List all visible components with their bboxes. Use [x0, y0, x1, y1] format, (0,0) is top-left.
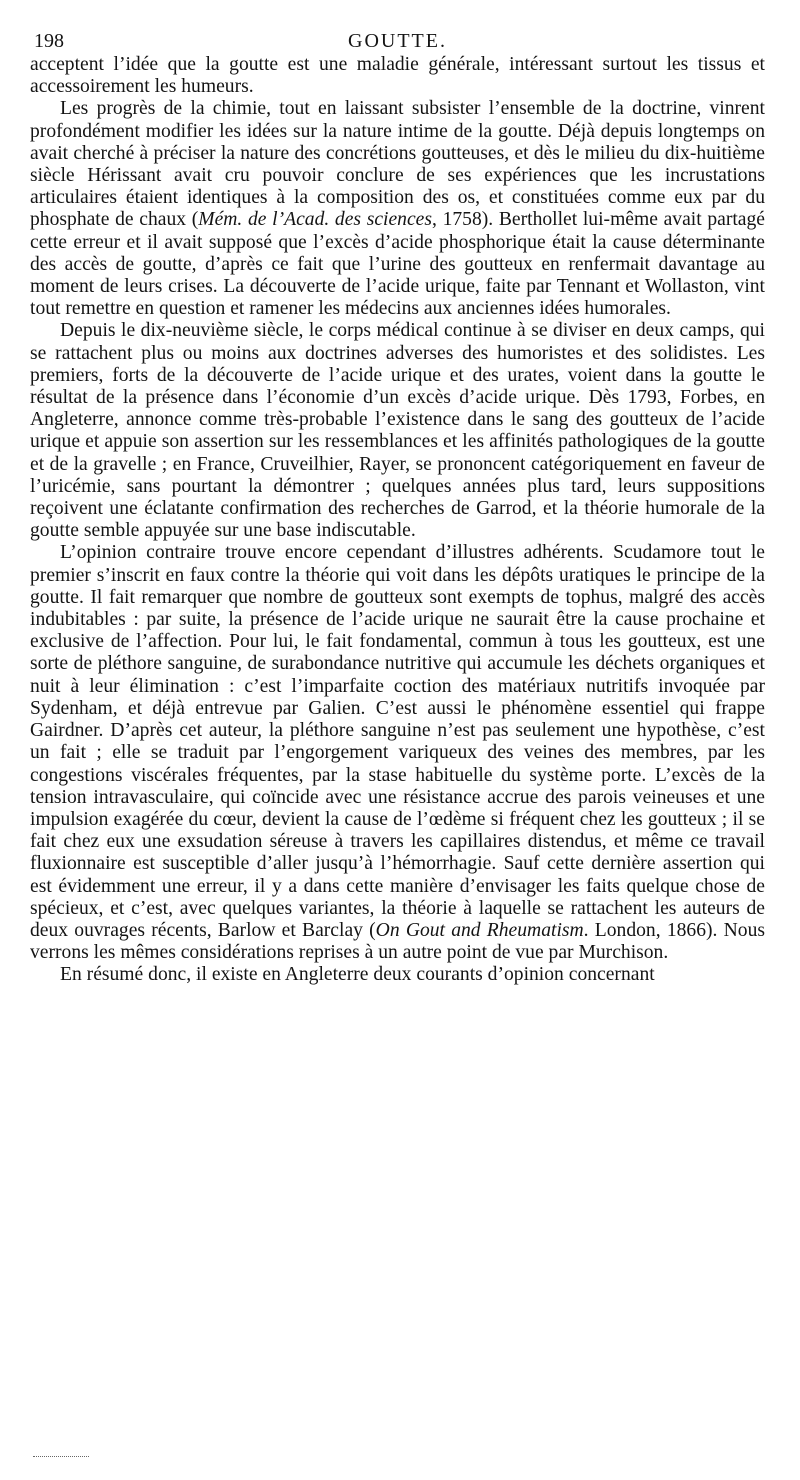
paragraph-text: Depuis le dix-neuvième siècle, le corps médical continue à se diviser en deux camps, qui se rattachent plus ou moins aux doctrines adverses des humoristes et des solidistes. Les premiers, forts de la découverte de l’acide urique et des urates, voient dans la goutte le résultat de la présence dans l’économie d’un excès d’acide urique. Dès 1793, Forbes, en Angleterre, annonce comme très-probable l’existence dans le sang des goutteux de l’acide urique et appuie son assertion sur les ressemblances et les affinités pathologiques de la goutte et de la gravelle ; en France, Cruveilhier, Rayer, se prononcent catégoriquement en faveur de l’uricémie, sans pourtant la démontrer ; quelques années plus tard, leurs suppositions reçoivent une éclatante confirmation des recherches de Garrod, et la théorie humorale de la goutte semble appuyée sur une base indiscutable.	[30, 320, 765, 542]
citation-italic: Mém. de l’Acad. des sciences	[198, 209, 432, 231]
document-page	[30, 22, 765, 987]
paragraph-text: L’opinion contraire trouve encore cependant d’illustres adhérents. Scudamore tout le premier s’inscrit en faux contre la théorie qui voit dans les dépôts uratiques le principe de la goutte. Il fait remarquer que nombre de goutteux sont exempts de tophus, malgré des accès indubitables : par suite, la présence de l’acide urique ne saurait être la cause prochaine et exclusive de l’affection. Pour lui, le fait fondamental, commun à tous les goutteux, est une sorte de pléthore sanguine, de surabondance nutritive qui accumule les déchets organiques et nuit à leur élimination : c’est l’imparfaite coction des matériaux nutritifs invoquée par Sydenham, et déjà entrevue par Galien. C’est aussi le phénomène essentiel qui frappe Gairdner. D’après cet auteur, la pléthore sanguine n’est pas seulement une hypothèse, c’est un fait ; elle se traduit par l’engorgement variqueux des veines des membres, par les congestions viscérales fréquentes, par la stase habituelle du système porte. L’excès de la tension intravasculaire, qui coïncide avec une résistance accrue des parois veineuses et une impulsion exagérée du cœur, devient la cause de l’œdème si fréquent chez les goutteux ; il se fait chez eux une exsudation séreuse à travers les capillaires distendus, et même ce travail fluxionnaire est susceptible d’aller jusqu’à l’hémorrhagie. Sauf cette dernière assertion qui est évidemment une erreur, il y a dans cette manière d’envisager les faits quelque chose de spécieux, et c’est, avec quelques variantes, la théorie à laquelle se rattachent les auteurs de deux ouvrages récents, Barlow et Barclay (	[30, 542, 765, 941]
paragraph-text: acceptent l’idée que la goutte est une maladie générale, intéressant surtout les tissus et accessoirement les humeurs.	[30, 54, 765, 98]
citation-italic: On Gout and Rheumatism	[375, 919, 584, 941]
footer-rule	[33, 1456, 89, 1457]
paragraph-text: . London, 1866). Nous verrons les mêmes considérations reprises à un autre point de vue par Murchison.	[30, 919, 765, 964]
paragraph	[30, 54, 765, 98]
paragraph-text: , 1758). Berthollet lui-même avait partagé cette erreur et il avait supposé que l’excès d’acide phosphorique était la cause déterminante des accès de goutte, d’après ce fait que l’urine des goutteux en renfermait davantage au moment de leurs crises. La découverte de l’acide urique, faite par Tennant et Wollaston, vint tout remettre en question et ramener les médecins aux anciennes idées humorales.	[30, 209, 765, 320]
page-header	[30, 22, 765, 54]
paragraph-text: En résumé donc, il existe en Angleterre deux courants d’opinion concernant	[60, 964, 655, 986]
paragraph	[30, 964, 765, 986]
body-text	[30, 54, 765, 987]
running-title: GOUTTE.	[348, 30, 447, 52]
paragraph	[30, 542, 765, 964]
paragraph	[30, 98, 765, 320]
paragraph	[30, 320, 765, 542]
page-number: 198	[34, 30, 64, 52]
paragraph-text: Les progrès de la chimie, tout en laissant subsister l’ensemble de la doctrine, vinrent profondément modifier les idées sur la nature intime de la goutte. Déjà depuis longtemps on avait cherché à préciser la nature des concrétions goutteuses, et dès le milieu du dix-huitième siècle Hérissant avait cru pouvoir conclure de ses expériences que les incrustations articulaires étaient identiques à la composition des os, et constituées comme eux par du phosphate de chaux (	[30, 98, 765, 231]
